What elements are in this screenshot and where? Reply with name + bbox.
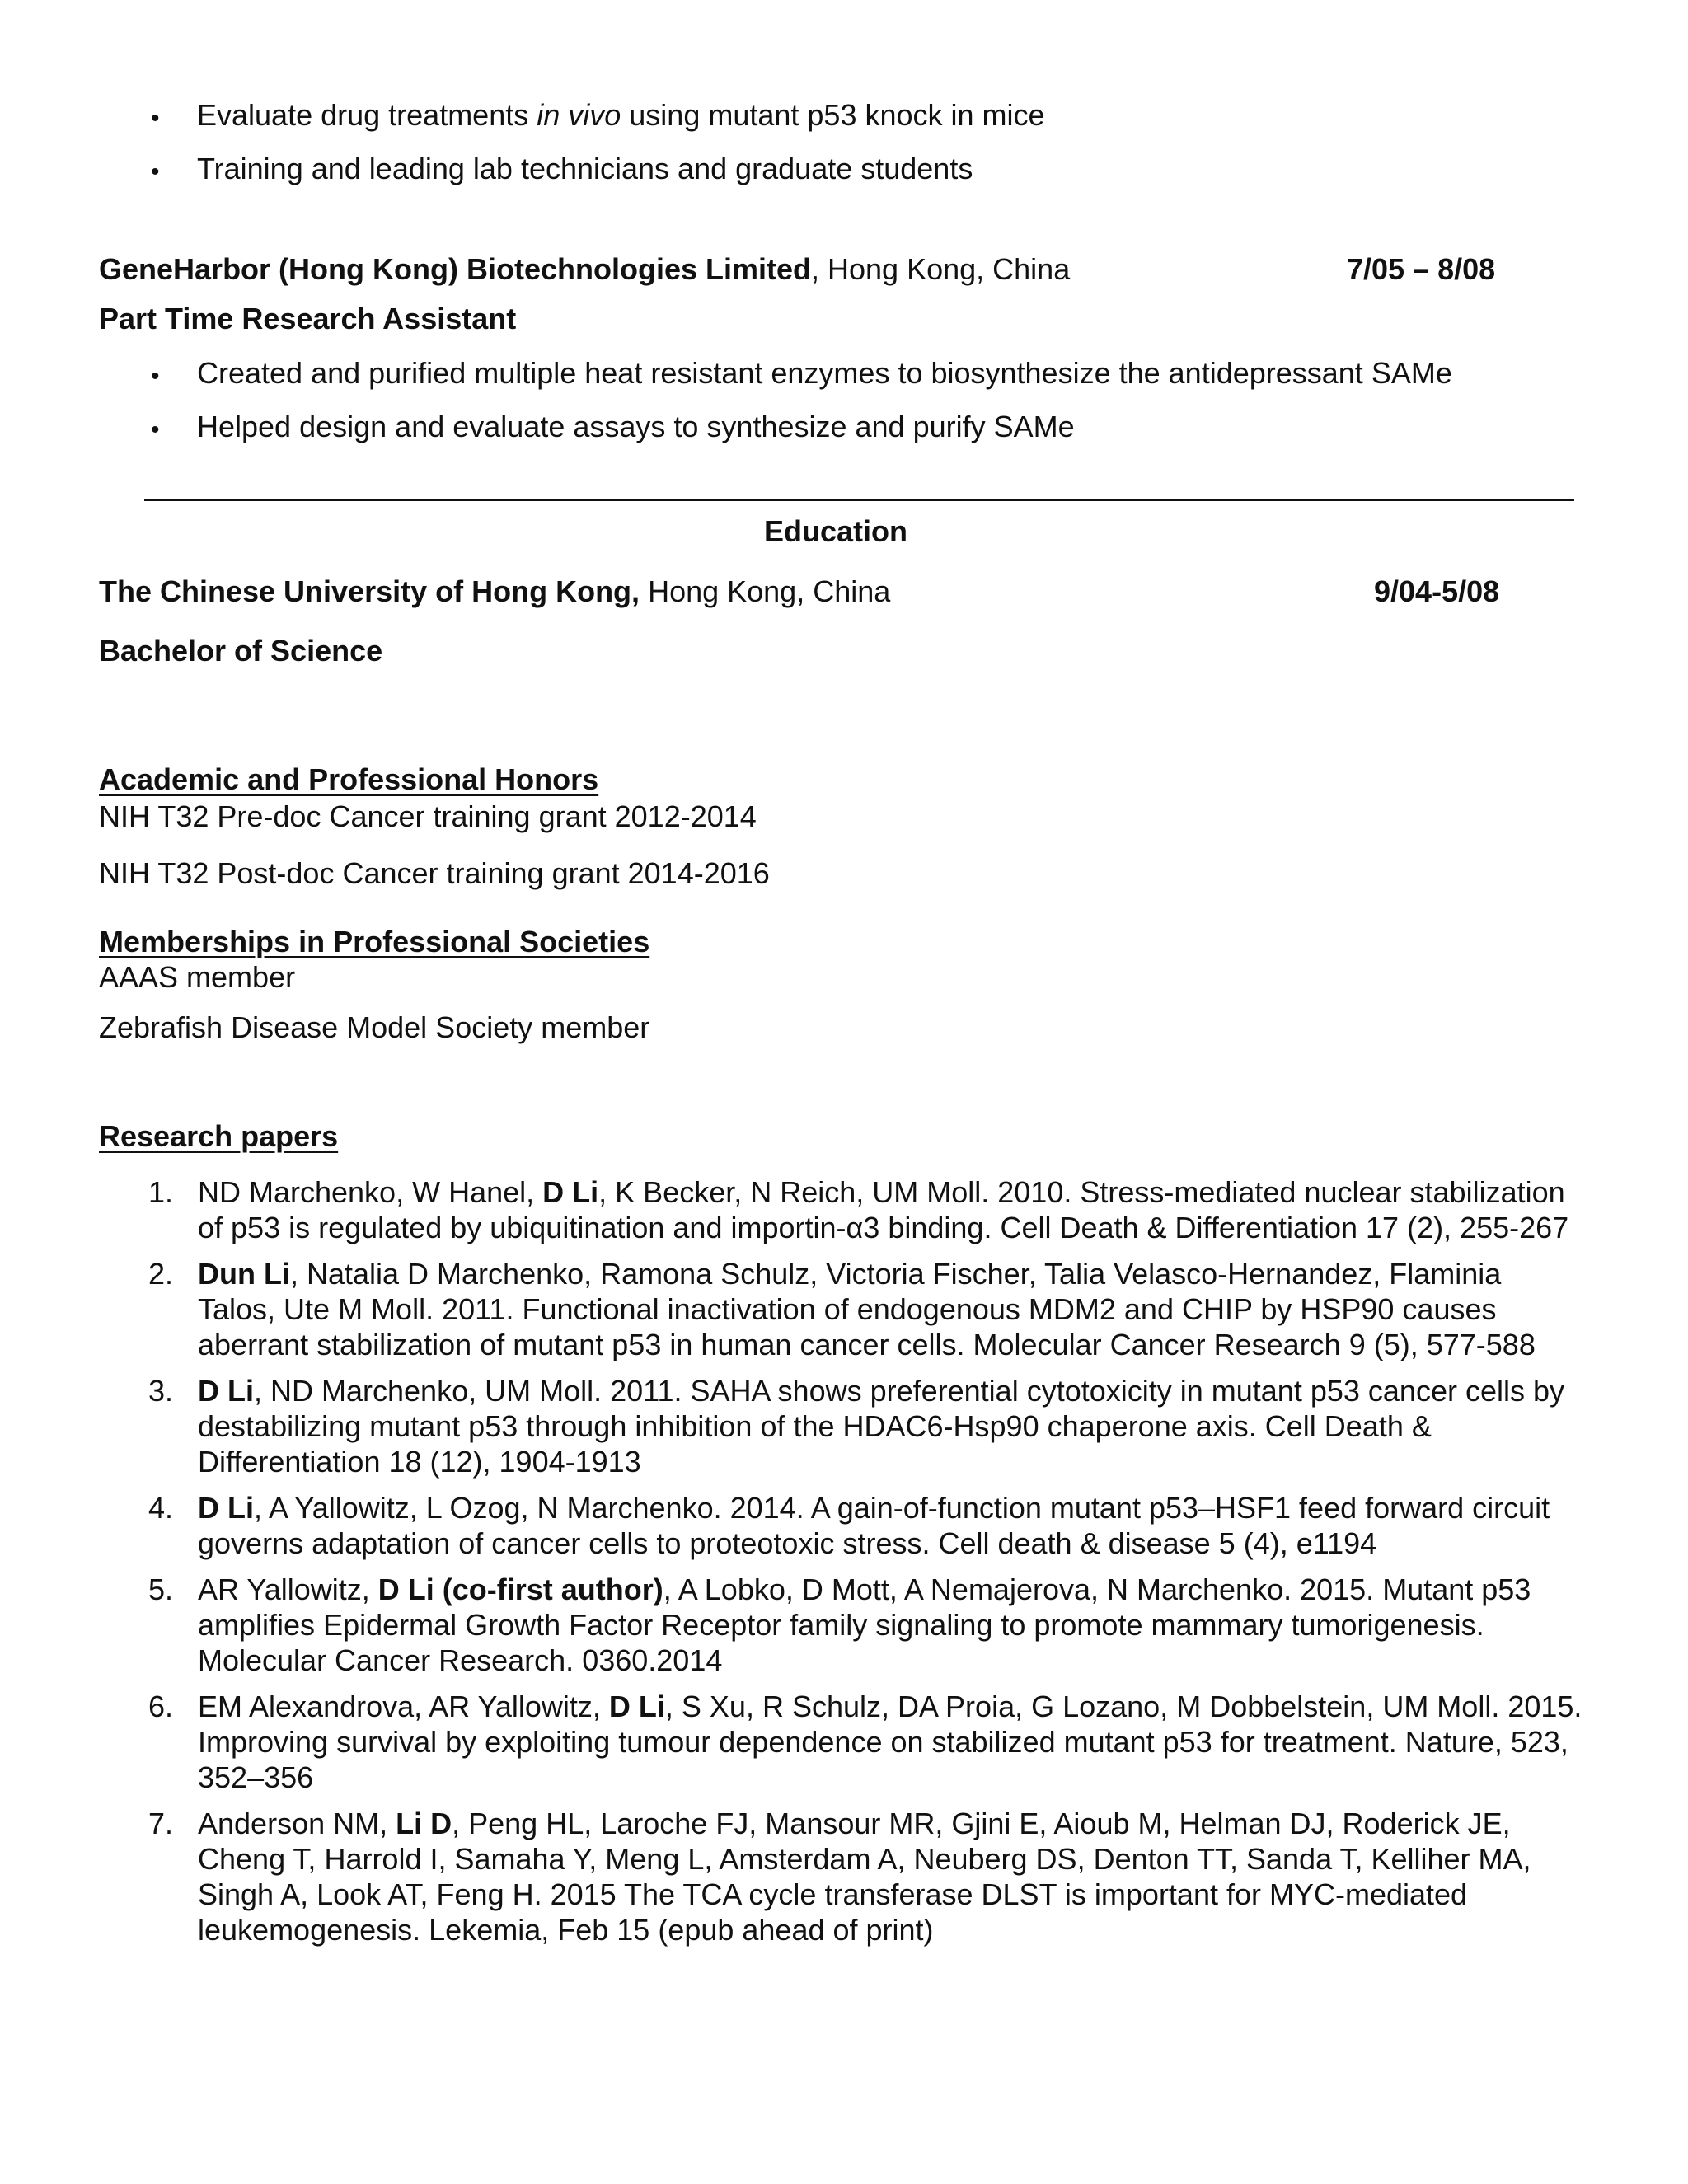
bullet-marker: • (151, 105, 160, 132)
paper-number: 3. (148, 1374, 174, 1408)
bullet-top-1-text: Evaluate drug treatments (197, 98, 537, 132)
job-org: GeneHarbor (Hong Kong) Biotechnologies Limited (99, 252, 811, 286)
paper-self-author: D Li (198, 1374, 254, 1408)
paper-authors-pre: AR Yallowitz, (198, 1572, 378, 1606)
paper-number: 4. (148, 1491, 174, 1525)
paper-citation: , ND Marchenko, UM Moll. 2011. SAHA shows preferential cytotoxicity in mutant p53 cancer cells by destabilizing mutant p53 through inhibition of the HDAC6-Hsp90 chaperone axis. Cell Death & Differentiation 18 (12), 1904-1913 (198, 1374, 1564, 1479)
job-bullet-2: Helped design and evaluate assays to synthesize and purify SAMe (197, 410, 1075, 443)
paper-number: 7. (148, 1807, 174, 1840)
paper-authors-pre: EM Alexandrova, AR Yallowitz, (198, 1690, 609, 1723)
education-dates: 9/04-5/08 (1374, 574, 1500, 608)
education-heading: Education (763, 514, 907, 548)
honors-item-2: NIH T32 Post-doc Cancer training grant 2014-2016 (99, 856, 770, 890)
paper-number: 6. (148, 1690, 174, 1723)
bullet-marker: • (151, 158, 160, 185)
paper-number: 1. (148, 1175, 174, 1209)
paper-authors-pre: Anderson NM, (198, 1807, 396, 1840)
paper-self-author: Dun Li (198, 1257, 290, 1291)
paper-self-author: D Li (198, 1491, 254, 1525)
paper-self-author: D Li (co-first author) (377, 1572, 663, 1606)
paper-self-author: D Li (608, 1690, 665, 1723)
education-school: The Chinese University of Hong Kong, (99, 574, 640, 608)
job-title: Part Time Research Assistant (99, 302, 517, 335)
paper-citation: , A Yallowitz, L Ozog, N Marchenko. 2014. A gain-of-function mutant p53–HSF1 feed forward circuit governs adaptation of cancer cells to proteotoxic stress. Cell death & disease 5 (4), e1194 (198, 1491, 1550, 1560)
paper-number: 5. (148, 1572, 174, 1606)
job-org-line (99, 252, 1070, 287)
bullet-top-2-text: Training and leading lab technicians and graduate students (197, 152, 973, 185)
paper-citation: , K Becker, N Reich, UM Moll. 2010. Stress-mediated nuclear stabilization of p53 is regulated by ubiquitination and importin-α3 binding. Cell Death & Differentiation 17 (2), 255-267 (198, 1175, 1569, 1244)
papers-list (99, 1174, 1582, 1958)
paper-item (99, 1256, 1582, 1362)
bullet-top-1-italic: in vivo (537, 98, 621, 132)
paper-citation: , Natalia D Marchenko, Ramona Schulz, Victoria Fischer, Talia Velasco-Hernandez, Flaminia Talos, Ute M Moll. 2011. Functional inactivation of endogenous MDM2 and CHIP by HSP90 causes aberrant stabilization of mutant p53 in human cancer cells. Molecular Cancer Research 9 (5), 577-588 (198, 1257, 1536, 1361)
honors-heading: Academic and Professional Honors (99, 762, 599, 796)
paper-citation: , S Xu, R Schulz, DA Proia, G Lozano, M Dobbelstein, UM Moll. 2015. Improving survival by exploiting tumour dependence on stabilized mutant p53 for treatment. Nature, 523, 352–356 (198, 1690, 1582, 1794)
paper-self-author: Li D (396, 1807, 452, 1840)
bullet-top-1-text-end: using mutant p53 knock in mice (621, 98, 1045, 132)
paper-item (99, 1572, 1582, 1678)
bullet-top-2 (197, 152, 973, 186)
papers-heading: Research papers (99, 1119, 339, 1153)
job-location: , Hong Kong, China (811, 252, 1071, 286)
paper-citation: , A Lobko, D Mott, A Nemajerova, N Marchenko. 2015. Mutant p53 amplifies Epidermal Growth Factor Receptor family signaling to promote mammary tumorigenesis. Molecular Cancer Research. 0360.2014 (198, 1572, 1531, 1677)
section-divider (144, 499, 1574, 501)
education-location: Hong Kong, China (640, 574, 891, 608)
bullet-top-1 (197, 98, 1045, 133)
job-dates: 7/05 – 8/08 (1347, 252, 1496, 286)
job-bullet-1: Created and purified multiple heat resistant enzymes to biosynthesize the antidepressant SAMe (197, 356, 1452, 390)
memberships-heading: Memberships in Professional Societies (99, 925, 650, 958)
memberships-item-2: Zebrafish Disease Model Society member (99, 1010, 650, 1044)
paper-item (99, 1806, 1582, 1947)
paper-self-author: D Li (542, 1175, 599, 1209)
memberships-item-1: AAAS member (99, 960, 296, 994)
education-degree: Bachelor of Science (99, 634, 383, 668)
bullet-marker: • (151, 363, 160, 390)
paper-number: 2. (148, 1257, 174, 1291)
bullet-marker: • (151, 416, 160, 443)
paper-item (99, 1689, 1582, 1795)
paper-item (99, 1490, 1582, 1561)
paper-item (99, 1373, 1582, 1479)
paper-citation: , Peng HL, Laroche FJ, Mansour MR, Gjini E, Aioub M, Helman DJ, Roderick JE, Cheng T, Harrold I, Samaha Y, Meng L, Amsterdam A, Neuberg DS, Denton TT, Sanda T, Kelliher MA, Singh A, Look AT, Feng H. 2015 The TCA cycle transferase DLST is important for MYC-mediated leukemogenesis. Lekemia, Feb 15 (epub ahead of print) (198, 1807, 1531, 1947)
paper-item (99, 1174, 1582, 1245)
paper-authors-pre: ND Marchenko, W Hanel, (198, 1175, 543, 1209)
education-school-line (99, 574, 890, 609)
honors-item-1: NIH T32 Pre-doc Cancer training grant 2012-2014 (99, 799, 757, 833)
